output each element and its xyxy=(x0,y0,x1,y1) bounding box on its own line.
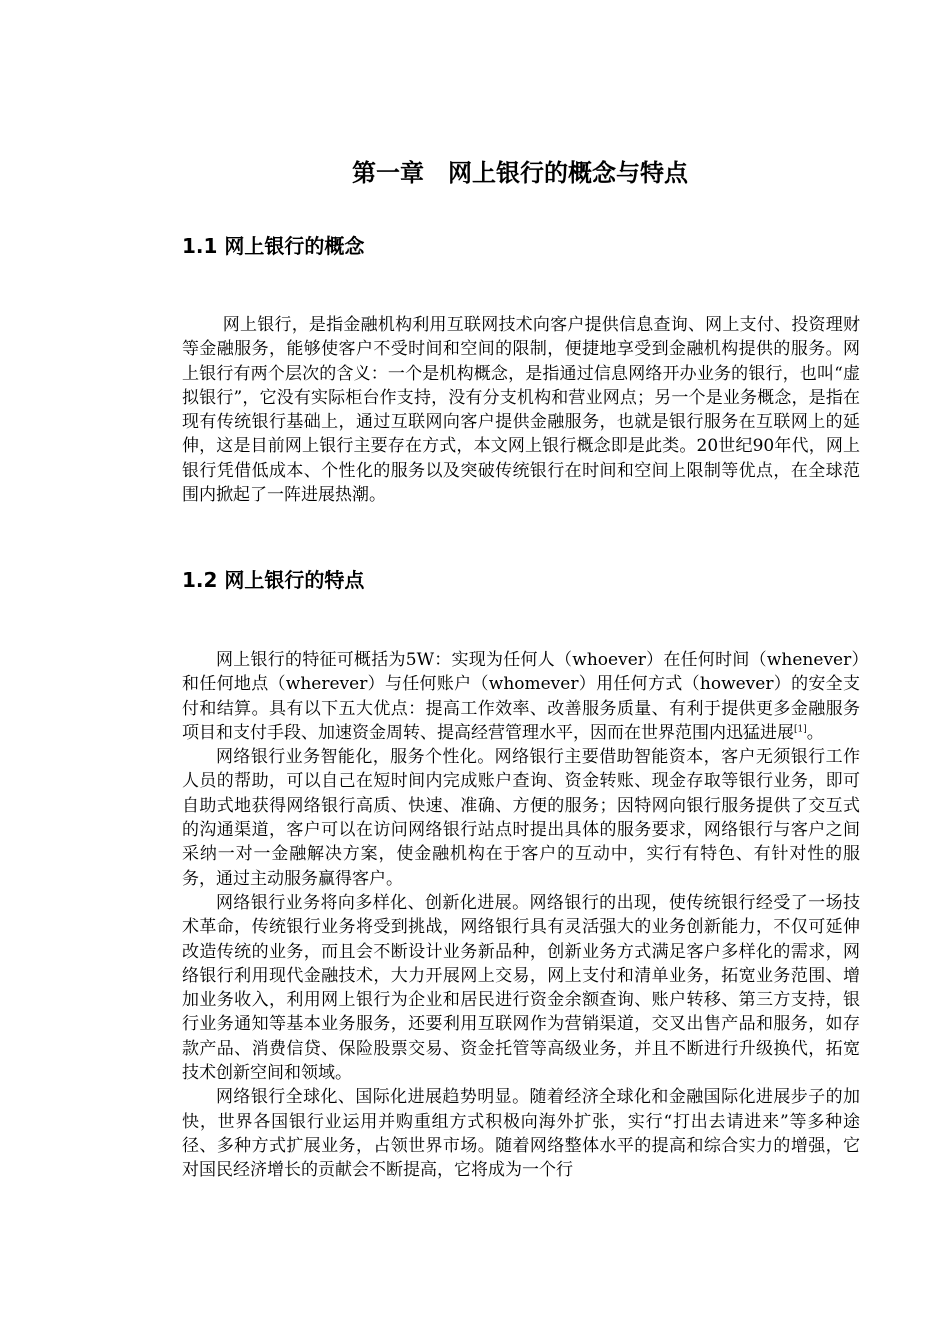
section-1-2-body xyxy=(182,648,860,1183)
section-1-1-body xyxy=(182,313,860,507)
paragraph-end: 。 xyxy=(806,722,824,743)
paragraph: 网络银行全球化、国际化进展趋势明显。随着经济全球化和金融国际化进展步子的加快，世界各国银行业运用并购重组方式积极向海外扩张，实行“打出去请进来”等多种途径、多种方式扩展业务，占领世界市场。随着网络整体水平的提高和综合实力的增强，它对国民经济增长的贡献会不断提高，它将成为一个行 xyxy=(182,1087,860,1181)
section-heading-1-2: 1.2 网上银行的特点 xyxy=(182,568,365,592)
paragraph: 网络银行业务将向多样化、创新化进展。网络银行的出现，使传统银行经受了一场技术革命，传统银行业务将受到挑战，网络银行具有灵活强大的业务创新能力，不仅可延伸改造传统的业务，而且会不断设计业务新品种，创新业务方式满足客户多样化的需求，网络银行利用现代金融技术，大力开展网上交易，网上支付和清单业务，拓宽业务范围、增加业务收入，利用网上银行为企业和居民进行资金余额查询、账户转移、第三方支持，银行业务通知等基本业务服务，还要利用互联网作为营销渠道，交叉出售产品和服务，如存款产品、消费信贷、保险股票交易、资金托管等高级业务，并且不断进行升级换代，拓宽技术创新空间和领域。 xyxy=(182,892,860,1084)
paragraph xyxy=(182,648,860,745)
paragraph-text: 网上银行的特征可概括为5W：实现为任何人（whoever）在任何时间（whenever）和任何地点（wherever）与任何账户（whomever）用任何方式（however）的安全支付和结算。具有以下五大优点：提高工作效率、改善服务质量、有利于提供更多金融服务项目和支付手段、加速资金周转、提高经营管理水平，因而在世界范围内迅猛进展 xyxy=(182,650,860,743)
paragraph: 网上银行，是指金融机构利用互联网技术向客户提供信息查询、网上支付、投资理财等金融服务，能够使客户不受时间和空间的限制，便捷地享受到金融机构提供的服务。网上银行有两个层次的含义：一个是机构概念，是指通过信息网络开办业务的银行，也叫“虚拟银行”，它没有实际柜台作支持，没有分支机构和营业网点；另一个是业务概念，是指在现有传统银行基础上，通过互联网向客户提供金融服务，也就是银行服务在互联网上的延伸，这是目前网上银行主要存在方式，本文网上银行概念即是此类。20世纪90年代，网上银行凭借低成本、个性化的服务以及突破传统银行在时间和空间上限制等优点，在全球范围内掀起了一阵进展热潮。 xyxy=(182,315,860,506)
paragraph: 网络银行业务智能化，服务个性化。网络银行主要借助智能资本，客户无须银行工作人员的帮助，可以自己在短时间内完成账户查询、资金转账、现金存取等银行业务，即可自助式地获得网络银行高质、快速、准确、方便的服务；因特网向银行服务提供了交互式的沟通渠道，客户可以在访问网络银行站点时提出具体的服务要求，网络银行与客户之间采纳一对一金融解决方案，使金融机构在于客户的互动中，实行有特色、有针对性的服务，通过主动服务赢得客户。 xyxy=(182,747,860,889)
chapter-title: 第一章 网上银行的概念与特点 xyxy=(352,159,688,187)
section-heading-1-1: 1.1 网上银行的概念 xyxy=(182,234,365,258)
citation-reference: [1] xyxy=(794,724,807,735)
